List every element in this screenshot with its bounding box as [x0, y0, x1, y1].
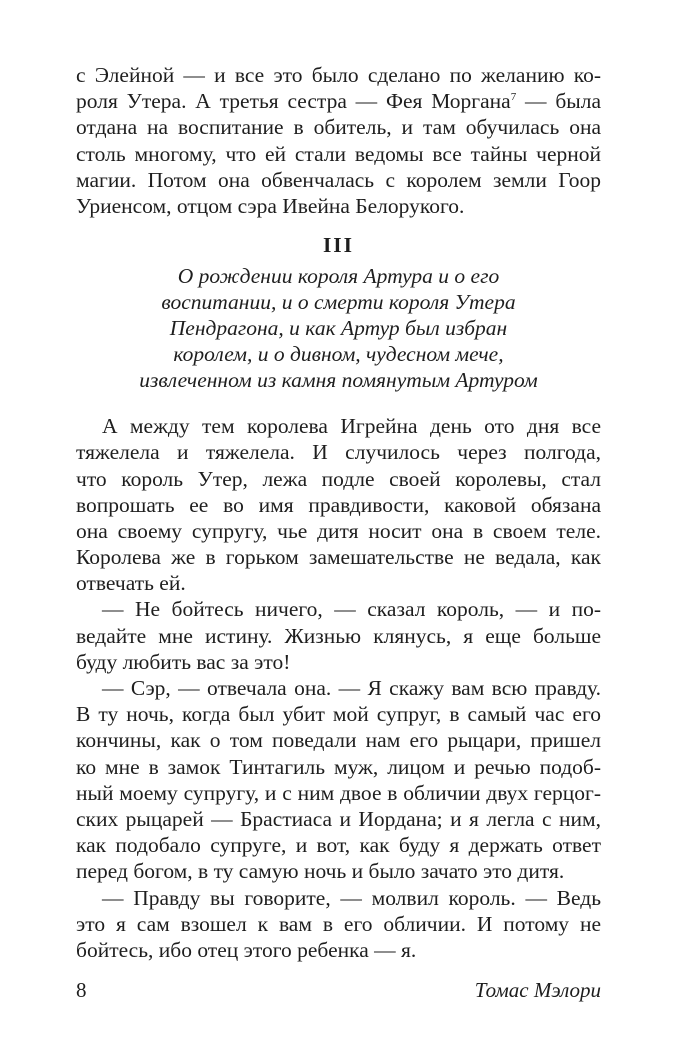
- chapter-number: III: [322, 233, 355, 258]
- text-line: Уриенсом, отцом сэра Ивейна Белорукого.: [76, 193, 465, 218]
- page-number: 8: [76, 978, 87, 1002]
- chapter-title-line: извлеченном из камня помянутым Артуром: [139, 368, 538, 393]
- text-line: с Элейной — и все это было сделано по желанию ко-: [76, 63, 601, 87]
- text-line: ведайте мне истину. Жизнью клянусь, я еще больше: [76, 623, 601, 648]
- text-line: отдана на воспитание в обитель, и там обучилась она: [76, 115, 601, 140]
- paragraph: [76, 885, 601, 964]
- paragraph: [76, 596, 601, 675]
- text-line: тяжелела и тяжелела. И случилось через полгода,: [76, 440, 601, 465]
- running-title: Томас Мэлори: [474, 978, 601, 1002]
- text-line: что король Утер, лежа подле своей королевы, стал: [76, 466, 601, 491]
- chapter-title-line: О рождении короля Артура и о его: [177, 264, 500, 289]
- text-line: ко мне в замок Тинтагиль муж, лицом и речью подоб-: [76, 754, 601, 779]
- text-line: А между тем королева Игрейна день ото дня все: [102, 414, 601, 439]
- text-fragment: роля Утера. А третья сестра — Фея Моргана: [76, 89, 511, 114]
- footnote-mark[interactable]: 7: [510, 91, 517, 104]
- text-line: буду любить вас за это!: [76, 649, 291, 674]
- text-line: ских рыцарей — Брастиаса и Иордана; и я легла с ним,: [76, 806, 601, 831]
- text-line: магии. Потом она обвенчалась с королем земли Гоор: [76, 167, 601, 192]
- text-line: [76, 88, 601, 114]
- book-page: [76, 62, 601, 963]
- text-line: бойтесь, ибо отец этого ребенка — я.: [76, 937, 417, 962]
- chapter-title: [76, 263, 601, 393]
- text-line: она своему супругу, чье дитя носит она в своем теле.: [76, 518, 601, 543]
- text-line: перед богом, в ту самую ночь и было зачато это дитя.: [76, 859, 565, 884]
- text-line: это я сам взошел к вам в его обличии. И потому не: [76, 911, 601, 936]
- text-line: В ту ночь, когда был убит мой супруг, в самый час его: [76, 702, 601, 727]
- opening-paragraph: [76, 62, 601, 219]
- text-line: — Правду вы говорите, — молвил король. — Ведь: [102, 885, 601, 910]
- text-line: ный моему супругу, и с ним двое в обличии двух герцог-: [76, 780, 601, 805]
- text-line: — Не бойтесь ничего, — сказал король, — и по-: [102, 597, 601, 622]
- chapter-title-line: Пендрагона, и как Артур был избран: [169, 316, 508, 341]
- text-line: вопрошать ее во имя правдивости, каковой обязана: [76, 492, 601, 517]
- text-fragment: — была: [516, 89, 601, 114]
- paragraph: [76, 675, 601, 885]
- text-line: кончины, как о том поведали нам его рыцари, пришел: [76, 728, 601, 753]
- text-line: отвечать ей.: [76, 571, 186, 596]
- chapter-title-line: воспитании, и о смерти короля Утера: [161, 290, 516, 315]
- chapter-title-line: королем, и о дивном, чудесном мече,: [173, 342, 504, 367]
- page-footer: [76, 975, 601, 1005]
- paragraph: [76, 413, 601, 596]
- text-line: столь многому, что ей стали ведомы все тайны черной: [76, 141, 601, 166]
- text-line: как подобало супруге, и вот, как буду я держать ответ: [76, 833, 601, 858]
- text-line: — Сэр, — отвечала она. — Я скажу вам всю правду.: [102, 676, 601, 700]
- text-line: Королева же в горьком замешательстве не ведала, как: [76, 545, 601, 570]
